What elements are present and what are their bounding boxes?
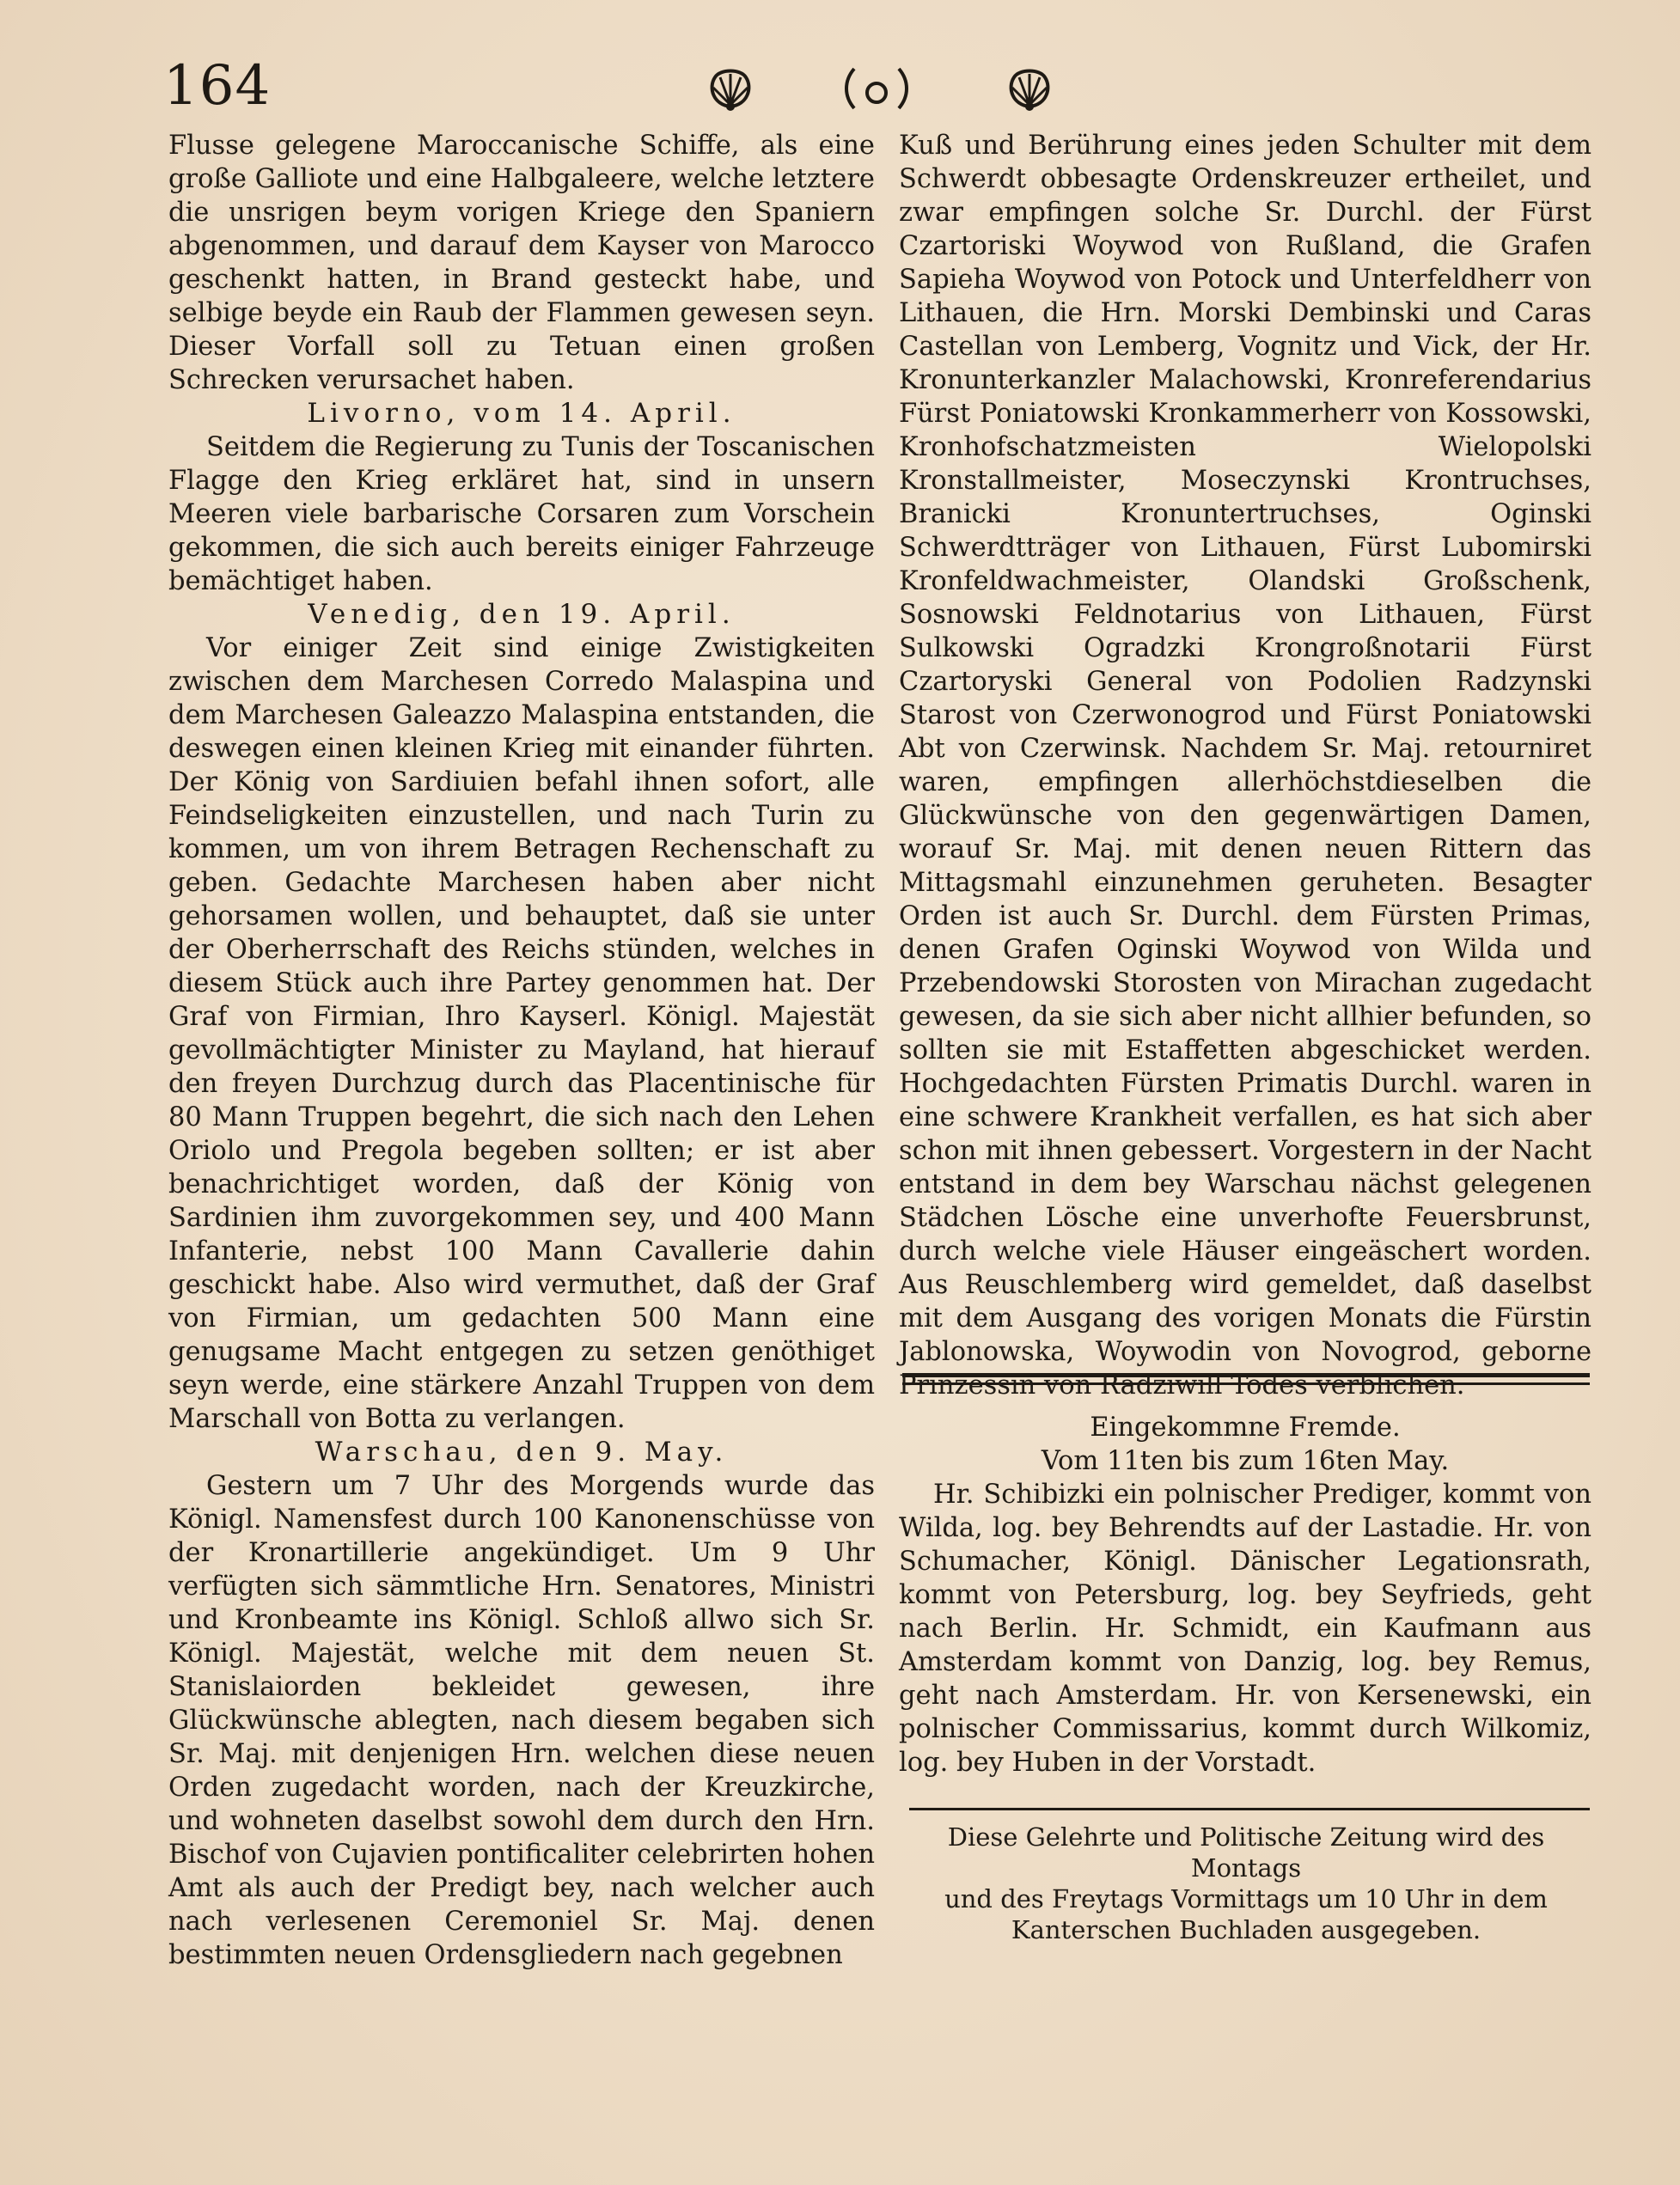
- article-venedig: Vor einiger Zeit sind einige Zwistigkeiten zwischen dem Marchesen Corredo Malaspina und dem Marchesen Galeazzo Malaspina entstanden, die deswegen einen kleinen Krieg mit einander führten. Der König von Sardiuien befahl ihnen sofort, alle Feindseligkeiten einzustellen, und nach Turin zu kommen, um von ihrem Betragen Rechenschaft zu geben. Gedachte Marchesen haben aber nicht gehorsamen wollen, und behauptet, daß sie unter der Oberherrschaft des Reichs stünden, welches in diesem Stück auch ihre Partey genommen hat. Der Graf von Firmian, Ihro Kayserl. Königl. Majestät gevollmächtigter Minister zu Mayland, hat hierauf den freyen Durchzug durch das Placentinische für 80 Mann Truppen begehrt, die sich nach den Lehen Oriolo und Pregola begeben sollten; er ist aber benachrichtiget worden, daß der König von Sardinien ihm zuvorgekommen sey, und 400 Mann Infanterie, nebst 100 Mann Cavallerie dahin geschickt habe. Also wird vermuthet, daß der Graf von Firmian, um gedachten 500 Mann eine genugsame Macht entgegen zu setzen genöthiget seyn werde, eine stärkere Anzahl Truppen von dem Marschall von Botta zu verlangen.: [168, 633, 875, 1434]
- arrivals-list: Hr. Schibizki ein polnischer Prediger, kommt von Wilda, log. bey Behrendts auf der Lastadie. Hr. von Schumacher, Königl. Dänischer Legationsrath, kommt von Petersburg, log. bey Seyfrieds, geht nach Berlin. Hr. Schmidt, ein Kaufmann aus Amsterdam kommt von Danzig, log. bey Remus, geht nach Amsterdam. Hr. von Kersenewski, ein polnischer Commissarius, kommt durch Wilkomiz, log. bey Huben in der Vorstadt.: [899, 1480, 1591, 1778]
- publication-notice-line3: Kanterschen Buchladen ausgegeben.: [1011, 1915, 1481, 1944]
- dateline-livorno: Livorno, vom 14. April.: [307, 398, 736, 429]
- publication-notice-line2: und des Freytags Vormittags um 10 Uhr in dem: [944, 1884, 1548, 1913]
- article-warschau-continued: Kuß und Berührung eines jeden Schulter mit dem Schwerdt obbesagte Ordenskreuzer ertheilet, und zwar empfingen solche Sr. Durchl. der Fürst Czartoriski Woywod von Rußland, die Grafen Sapieha Woywod von Potock und Unterfeldherr von Lithauen, die Hrn. Morski Dembinski und Caras Castellan von Lemberg, Vognitz und Vick, der Hr. Kronunterkanzler Malachowski, Kronreferendarius Fürst Poniatowski Kronkammerherr von Kossowski, Kronhofschatzmeisten Wielopolski Kronstallmeister, Moseczynski Krontruchses, Branicki Kronuntertruchses, Oginski Schwerdtträger von Lithauen, Fürst Lubomirski Kronfeldwachmeister, Olandski Großschenk, Sosnowski Feldnotarius von Lithauen, Fürst Sulkowski Ogradzki Krongroßnotarii Fürst Czartoryski General von Podolien Radzynski Starost von Czerwonogrod und Fürst Poniatowski Abt von Czerwinsk. Nachdem Sr. Maj. retourniret waren, empfingen allerhöchstdieselben die Glückwünsche von den gegenwärtigen Damen, worauf Sr. Maj. mit denen neuen Rittern das Mittagsmahl einzunehmen geruheten. Besagter Orden ist auch Sr. Durchl. dem Fürsten Primas, denen Grafen Oginski Woywod von Wilda und Przebendowski Storosten von Mirachan zugedacht gewesen, da sie sich aber nicht allhier befunden, so sollten sie mit Estaffetten abgeschicket werden. Hochgedachten Fürsten Primatis Durchl. waren in eine schwere Krankheit verfallen, es hat sich aber schon mit ihnen gebessert. Vorgestern in der Nacht entstand in dem bey Warschau nächst gelegenen Städchen Lösche eine unverhofte Feuersbrunst, durch welche viele Häuser eingeäschert worden. Aus Reuschlemberg wird gemeldet, daß daselbst mit dem Ausgang des vorigen Monats die Fürstin Jablonowska, Woywodin von Novogrod, geborne Prinzessin von Radziwill Todes verblichen.: [899, 131, 1591, 1401]
- dateline-venedig: Venedig, den 19. April.: [308, 599, 736, 630]
- shell-ornament-left-icon: [705, 62, 756, 113]
- arrivals-date-range: Vom 11ten bis zum 16ten May.: [1041, 1446, 1450, 1476]
- dateline-warschau: Warschau, den 9. May.: [315, 1437, 729, 1468]
- right-column: [899, 129, 1591, 1402]
- section-divider: [902, 1373, 1590, 1385]
- arrivals-title: Eingekommne Fremde.: [1090, 1413, 1401, 1443]
- article-livorno: Seitdem die Regierung zu Tunis der Toscanischen Flagge den Krieg erkläret hat, sind in unsern Meeren viele barbarische Corsaren zum Vorschein gekommen, die sich auch bereits einiger Fahrzeuge bemächtiget haben.: [168, 432, 875, 596]
- publication-notice: [902, 1822, 1590, 1945]
- publication-notice-line1: Diese Gelehrte und Politische Zeitung wird des Montags: [947, 1822, 1545, 1883]
- divider-ornament-icon: [842, 62, 911, 113]
- shell-ornament-right-icon: [1004, 62, 1055, 113]
- arrivals-section: [899, 1411, 1591, 1779]
- left-column: [168, 129, 875, 1972]
- article-continuation: Flusse gelegene Maroccanische Schiffe, als eine große Galliote und eine Halbgaleere, welche letztere die unsrigen beym vorigen Kriege den Spaniern abgenommen, und darauf dem Kayser von Marocco geschenkt hatten, in Brand gesteckt habe, und selbige beyde ein Raub der Flammen gewesen seyn. Dieser Vorfall soll zu Tetuan einen großen Schrecken verursachet haben.: [168, 131, 875, 395]
- page-number: 164: [163, 54, 272, 118]
- footer-divider: [909, 1808, 1590, 1810]
- article-warschau: Gestern um 7 Uhr des Morgends wurde das Königl. Namensfest durch 100 Kanonenschüsse von der Kronartillerie angekündiget. Um 9 Uhr verfügten sich sämmtliche Hrn. Senatores, Ministri und Kronbeamte ins Königl. Schloß allwo sich Sr. Königl. Majestät, welche mit dem neuen St. Stanislaiorden bekleidet gewesen, ihre Glückwünsche ablegten, nach diesem begaben sich Sr. Maj. mit denjenigen Hrn. welchen diese neuen Orden zugedacht worden, nach der Kreuzkirche, und wohneten daselbst sowohl dem durch den Hrn. Bischof von Cujavien pontificaliter celebrirten hohen Amt als auch der Predigt bey, nach welcher auch nach verlesenen Ceremoniel Sr. Maj. denen bestimmten neuen Ordensgliedern nach gegebnen: [168, 1471, 875, 1970]
